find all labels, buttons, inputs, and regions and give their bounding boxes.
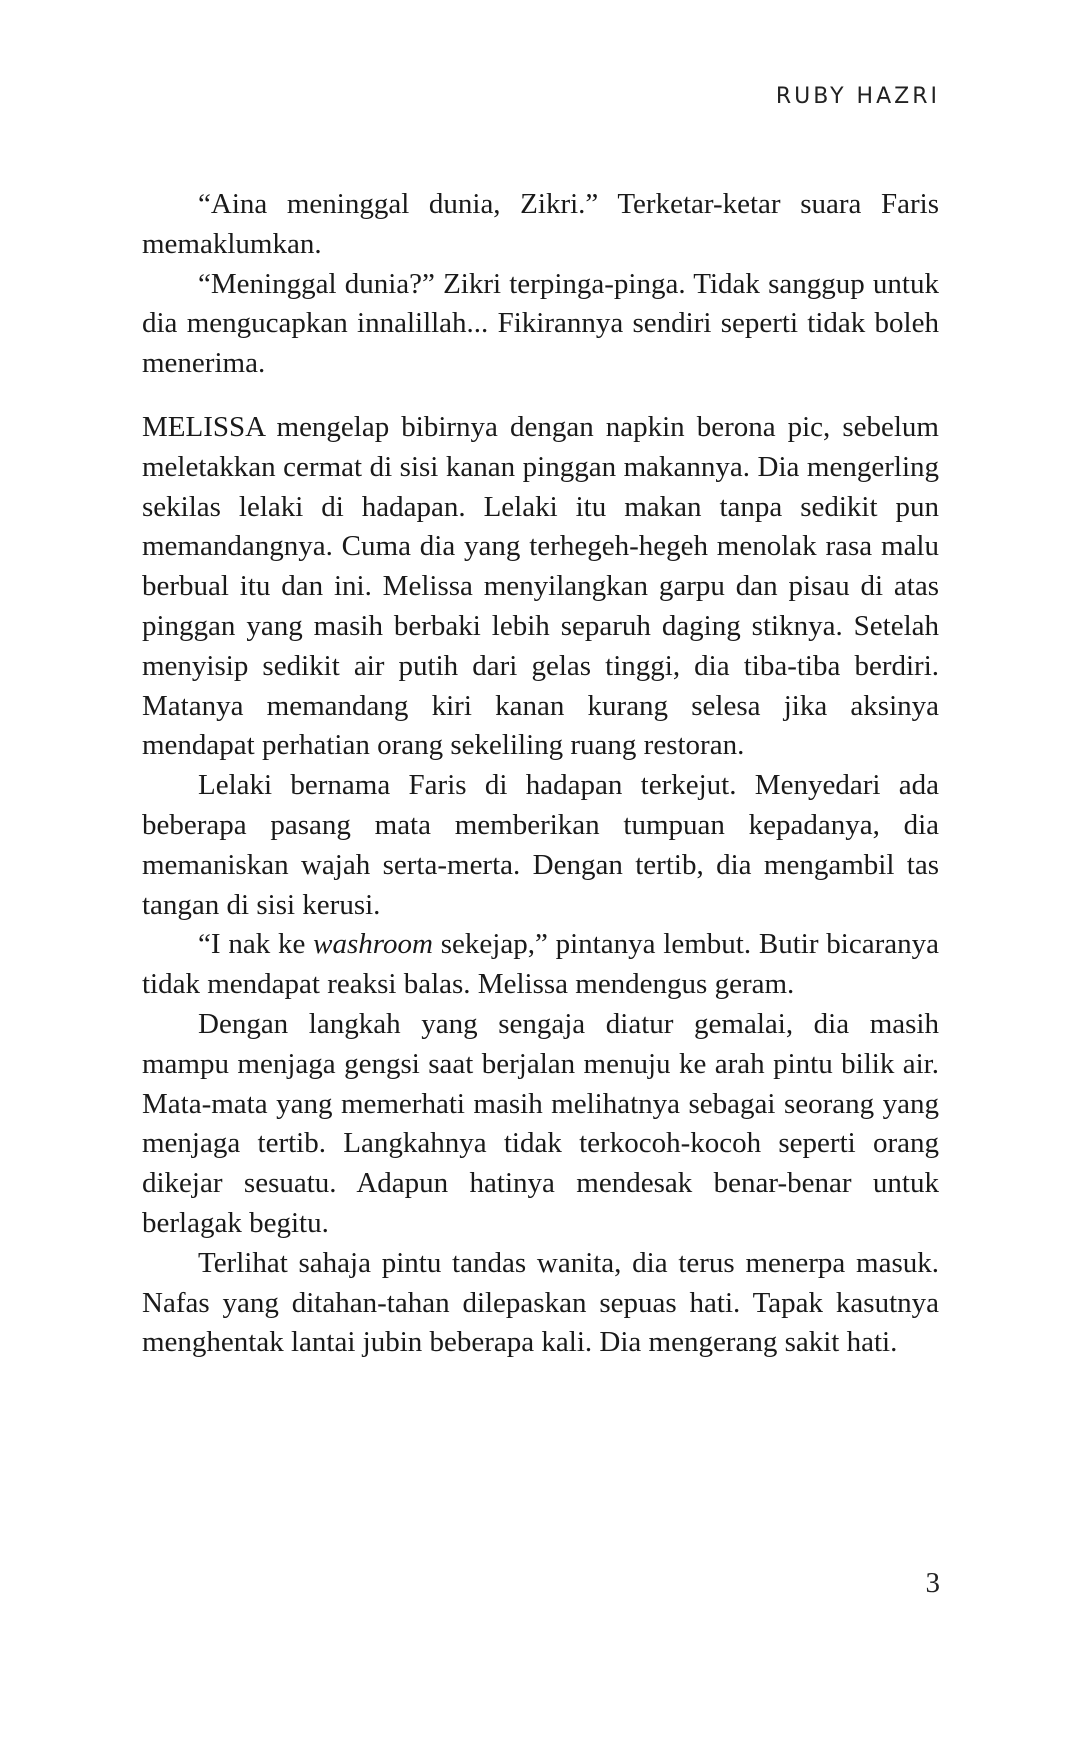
paragraph: “Meninggal dunia?” Zikri terpinga-pinga. Tidak sanggup untuk dia mengucapkan innalillah... Fikirannya sendiri seperti tidak boleh menerima. xyxy=(142,267,939,380)
running-head: RUBY HAZRI xyxy=(775,84,940,109)
italic-word: washroom xyxy=(313,928,433,961)
paragraph-text: sekejap,” pintanya lembut. Butir bicaranya tidak mendapat reaksi balas. Melissa mendengus geram. xyxy=(142,928,939,1001)
paragraph-section-start: MELISSA mengelap bibirnya dengan napkin berona pic, sebelum meletakkan cermat di sisi kanan pinggan makannya. Dia mengerling sekilas lelaki di hadapan. Lelaki itu makan tanpa sedikit pun memandangnya. Cuma dia yang terhegeh-hegeh menolak rasa malu berbual itu dan ini. Melissa menyilangkan garpu dan pisau di atas pinggan yang masih berbaki lebih separuh daging stiknya. Setelah menyisip sedikit air putih dari gelas tinggi, dia tiba-tiba berdiri. Matanya memandang kiri kanan kurang selesa jika aksinya mendapat perhatian orang sekeliling ruang restoran. xyxy=(142,410,939,762)
body-text xyxy=(142,185,939,1363)
paragraph: Dengan langkah yang sengaja diatur gemalai, dia masih mampu menjaga gengsi saat berjalan menuju ke arah pintu bilik air. Mata-mata yang memerhati masih melihatnya sebagai seorang yang menjaga tertib. Langkahnya tidak terkocoh-kocoh seperti orang dikejar sesuatu. Adapun hatinya mendesak benar-benar untuk berlagak begitu. xyxy=(142,1007,939,1239)
paragraph xyxy=(142,925,939,1005)
page-number: 3 xyxy=(925,1567,940,1599)
paragraph: Terlihat sahaja pintu tandas wanita, dia terus menerpa masuk. Nafas yang ditahan-tahan dilepaskan sepuas hati. Tapak kasutnya menghentak lantai jubin beberapa kali. Dia mengerang sakit hati. xyxy=(142,1246,939,1359)
paragraph: “Aina meninggal dunia, Zikri.” Terketar-ketar suara Faris memaklumkan. xyxy=(142,188,939,260)
paragraph: Lelaki bernama Faris di hadapan terkejut. Menyedari ada beberapa pasang mata memberikan tumpuan kepadanya, dia memaniskan wajah serta-merta. Dengan tertib, dia mengambil tas tangan di sisi kerusi. xyxy=(142,769,939,921)
paragraph-text: “I nak ke xyxy=(198,928,314,961)
